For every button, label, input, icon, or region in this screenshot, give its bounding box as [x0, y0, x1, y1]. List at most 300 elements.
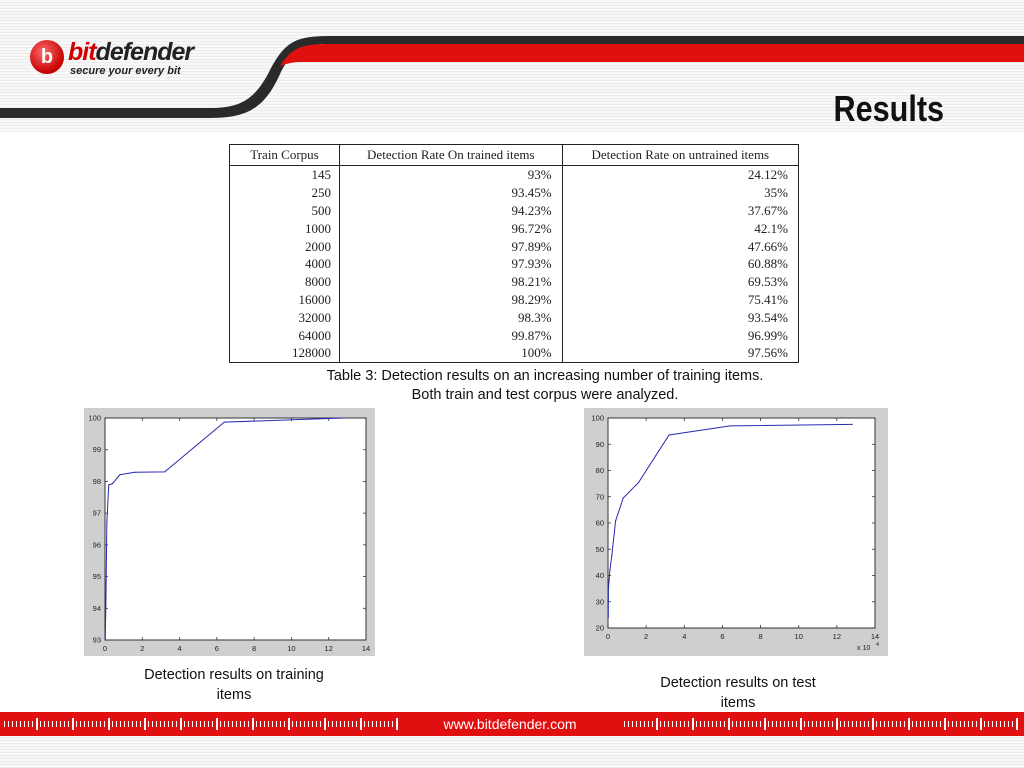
footer-tick [760, 721, 761, 727]
footer-tick [240, 721, 241, 727]
data-point [105, 625, 106, 626]
footer-tick [120, 721, 121, 727]
table-cell: 35% [562, 184, 798, 202]
footer-tick [292, 721, 293, 727]
label-line: items [720, 695, 756, 711]
footer-tick [716, 721, 717, 727]
footer-tick [244, 721, 245, 727]
footer-tick [272, 721, 273, 727]
footer-tick [820, 721, 821, 727]
footer-tick [952, 721, 953, 727]
x-tick-label: 4 [177, 644, 182, 653]
footer-tick [248, 721, 249, 727]
table-cell: 42.1% [562, 219, 798, 237]
y-tick-label: 40 [595, 571, 604, 580]
footer-tick [308, 721, 309, 727]
test-detection-chart [584, 408, 888, 656]
footer-tick [284, 721, 285, 727]
x-tick-label: 12 [832, 632, 842, 641]
footer-tick [56, 721, 57, 727]
footer-tick [232, 721, 233, 727]
footer-tick [852, 721, 853, 727]
footer-tick [992, 721, 993, 727]
footer-tick [1000, 721, 1001, 727]
table-cell: 99.87% [339, 326, 562, 344]
footer-tick [276, 721, 277, 727]
footer-tick [264, 721, 265, 727]
table-cell: 2000 [230, 237, 340, 255]
footer-tick [352, 721, 353, 727]
table-cell: 100% [339, 344, 562, 362]
footer-tick [920, 721, 921, 727]
footer-tick [112, 721, 113, 727]
footer-tick [32, 721, 33, 727]
footer-tick [856, 721, 857, 727]
footer-tick [984, 721, 985, 727]
data-point [615, 520, 616, 521]
footer-tick [288, 718, 290, 730]
footer-tick [804, 721, 805, 727]
footer-tick [880, 721, 881, 727]
label-line: items [216, 687, 252, 703]
footer-tick [8, 721, 9, 727]
footer-tick [320, 721, 321, 727]
table-cell: 75.41% [562, 291, 798, 309]
footer-tick [980, 718, 982, 730]
x-tick-label: 6 [720, 632, 725, 641]
table-row [230, 184, 799, 202]
data-point [224, 422, 225, 423]
x-tick-label: 14 [870, 632, 880, 641]
footer-tick [680, 721, 681, 727]
footer-tick [360, 718, 362, 730]
footer-tick [1012, 721, 1013, 727]
table-row [230, 237, 799, 255]
footer-tick [928, 721, 929, 727]
footer-tick [828, 721, 829, 727]
table-cell: 32000 [230, 308, 340, 326]
table-cell: 47.66% [562, 237, 798, 255]
footer-tick [764, 718, 766, 730]
footer-tick [44, 721, 45, 727]
y-tick-label: 30 [595, 597, 604, 607]
test-plot-label [608, 673, 868, 713]
footer-tick [648, 721, 649, 727]
table-cell: 8000 [230, 273, 340, 291]
label-line: Detection results on test [660, 675, 816, 691]
footer-tick [48, 721, 49, 727]
data-point [729, 425, 730, 426]
footer-tick [692, 718, 694, 730]
footer-tick [748, 721, 749, 727]
data-point [108, 484, 109, 485]
data-point [623, 497, 624, 498]
y-tick-label: 98 [92, 476, 101, 486]
footer-tick [848, 721, 849, 727]
table-cell: 69.53% [562, 273, 798, 291]
table-cell: 128000 [230, 344, 340, 362]
footer-tick [912, 721, 913, 727]
logo-wordmark: bitdefender [68, 38, 194, 66]
footer-tick [772, 721, 773, 727]
footer-tick [372, 721, 373, 727]
footer-tick [104, 721, 105, 727]
footer-tick [180, 718, 182, 730]
footer-tick [192, 721, 193, 727]
table-cell: 145 [230, 166, 340, 184]
footer-tick [900, 721, 901, 727]
table-cell: 1000 [230, 219, 340, 237]
page-title: Results [833, 88, 944, 129]
y-tick-label: 80 [595, 466, 604, 475]
x-tick-label: 10 [287, 644, 296, 653]
x-tick-label: 0 [102, 644, 108, 653]
table-cell: 60.88% [562, 255, 798, 273]
footer-tick [860, 721, 861, 727]
table-cell: 500 [230, 202, 340, 220]
y-tick-label: 97 [92, 508, 101, 518]
footer-tick [672, 721, 673, 727]
footer-tick [96, 721, 97, 727]
table-cell: 24.12% [562, 166, 798, 184]
footer-tick [196, 721, 197, 727]
footer-tick [332, 721, 333, 727]
footer-tick [768, 721, 769, 727]
footer-tick [808, 721, 809, 727]
table-cell: 93.45% [339, 184, 562, 202]
footer-tick [68, 721, 69, 727]
footer-tick [832, 721, 833, 727]
table-cell: 16000 [230, 291, 340, 309]
footer-tick [176, 721, 177, 727]
footer-tick [888, 721, 889, 727]
table-header-row [230, 145, 799, 166]
footer-tick [148, 721, 149, 727]
footer-tick [756, 721, 757, 727]
x-tick-label: 2 [140, 644, 145, 653]
footer-tick [256, 721, 257, 727]
plot-area [608, 418, 875, 628]
table-cell: 4000 [230, 255, 340, 273]
footer-tick [300, 721, 301, 727]
footer-tick [20, 721, 21, 727]
table-cell: 97.93% [339, 255, 562, 273]
footer-tick [280, 721, 281, 727]
table-row [230, 202, 799, 220]
footer-tick [88, 721, 89, 727]
y-tick-label: 60 [595, 518, 604, 528]
footer-tick [92, 721, 93, 727]
column-header: Detection Rate On trained items [339, 145, 562, 166]
table-cell: 37.67% [562, 202, 798, 220]
footer-tick [164, 721, 165, 727]
footer-tick [668, 721, 669, 727]
footer-tick [800, 718, 802, 730]
table-cell: 98.21% [339, 273, 562, 291]
data-point [105, 639, 106, 640]
footer-tick [12, 721, 13, 727]
table-cell: 64000 [230, 326, 340, 344]
footer-tick [296, 721, 297, 727]
x-tick-label: 0 [605, 632, 611, 641]
y-tick-label: 99 [92, 445, 101, 455]
bitdefender-logo [30, 38, 210, 82]
footer-tick [4, 721, 5, 727]
footer-tick [208, 721, 209, 727]
table-row [230, 255, 799, 273]
footer-tick [700, 721, 701, 727]
footer-tick [684, 721, 685, 727]
footer-tick [896, 721, 897, 727]
footer-tick [924, 721, 925, 727]
data-point [112, 483, 113, 484]
y-tick-label: 100 [88, 413, 101, 423]
footer-tick [944, 718, 946, 730]
footer-tick [964, 721, 965, 727]
footer-tick [184, 721, 185, 727]
footer-tick [228, 721, 229, 727]
data-point [134, 472, 135, 473]
column-header: Detection Rate on untrained items [562, 145, 798, 166]
footer-tick [336, 721, 337, 727]
footer-tick [40, 721, 41, 727]
footer-tick [908, 718, 910, 730]
data-point [106, 521, 107, 522]
footer-tick [60, 721, 61, 727]
footer-tick [844, 721, 845, 727]
footer-tick [1008, 721, 1009, 727]
x-tick-label: 4 [682, 632, 687, 641]
footer-tick [916, 721, 917, 727]
footer-tick [788, 721, 789, 727]
footer-tick [312, 721, 313, 727]
column-header: Train Corpus [230, 145, 340, 166]
footer-tick [728, 718, 730, 730]
footer-tick [224, 721, 225, 727]
footer-tick [204, 721, 205, 727]
footer-tick [316, 721, 317, 727]
table-cell: 93% [339, 166, 562, 184]
footer-tick [776, 721, 777, 727]
y-tick-label: 20 [595, 623, 604, 633]
footer-tick [268, 721, 269, 727]
table-cell: 93.54% [562, 308, 798, 326]
footer-tick [140, 721, 141, 727]
footer-tick [784, 721, 785, 727]
table-row [230, 308, 799, 326]
training-detection-chart [84, 408, 375, 656]
data-point [668, 434, 669, 435]
footer-tick [624, 721, 625, 727]
footer-tick [380, 721, 381, 727]
footer-tick [836, 718, 838, 730]
footer-tick [660, 721, 661, 727]
footer-tick [956, 721, 957, 727]
data-point [852, 424, 853, 425]
footer-tick [108, 718, 110, 730]
footer-tick [872, 718, 874, 730]
footer-tick [384, 721, 385, 727]
data-point [119, 474, 120, 475]
footer-tick [200, 721, 201, 727]
footer-tick [168, 721, 169, 727]
footer-tick [236, 721, 237, 727]
footer-tick [636, 721, 637, 727]
footer-tick [324, 718, 326, 730]
footer-tick [356, 721, 357, 727]
training-plot-panel [84, 408, 375, 656]
data-point [638, 482, 639, 483]
footer-tick [220, 721, 221, 727]
footer-tick [36, 718, 38, 730]
x-tick-label: 6 [214, 644, 219, 653]
y-tick-label: 70 [595, 492, 604, 502]
footer-tick [396, 718, 398, 730]
data-point [608, 617, 609, 618]
plot-area [105, 418, 366, 640]
footer-tick [376, 721, 377, 727]
footer-tick [344, 721, 345, 727]
table-cell: 250 [230, 184, 340, 202]
footer-tick [904, 721, 905, 727]
footer-tick [884, 721, 885, 727]
footer-tick [212, 721, 213, 727]
logo-tagline: secure your every bit [70, 65, 181, 77]
footer-tick [752, 721, 753, 727]
footer-tick [392, 721, 393, 727]
footer-tick [348, 721, 349, 727]
footer-tick [732, 721, 733, 727]
footer-tick [80, 721, 81, 727]
footer-tick [144, 718, 146, 730]
table-cell: 98.3% [339, 308, 562, 326]
footer-tick [364, 721, 365, 727]
footer-tick [868, 721, 869, 727]
y-tick-label: 93 [92, 635, 101, 645]
footer-tick [52, 721, 53, 727]
footer-tick [816, 721, 817, 727]
footer-tick [188, 721, 189, 727]
footer-tick [124, 721, 125, 727]
table-cell: 97.89% [339, 237, 562, 255]
footer-tick [936, 721, 937, 727]
footer-tick [940, 721, 941, 727]
table-cell: 96.72% [339, 219, 562, 237]
data-point [608, 581, 609, 582]
footer-tick [84, 721, 85, 727]
footer-tick [708, 721, 709, 727]
data-point [611, 555, 612, 556]
footer-tick [28, 721, 29, 727]
table-caption [260, 367, 830, 405]
footer-tick [824, 721, 825, 727]
footer-tick [632, 721, 633, 727]
footer-tick [792, 721, 793, 727]
y-tick-label: 90 [595, 439, 604, 449]
footer-tick [136, 721, 137, 727]
footer-tick [976, 721, 977, 727]
table-row [230, 344, 799, 362]
y-tick-label: 95 [92, 572, 101, 582]
caption-line: Both train and test corpus were analyzed. [411, 387, 679, 403]
data-point [105, 600, 106, 601]
y-tick-label: 50 [595, 544, 604, 554]
x-tick-label: 10 [794, 632, 803, 641]
footer-tick [172, 721, 173, 727]
footer-tick [216, 718, 218, 730]
results-table [229, 144, 799, 363]
table-cell: 96.99% [562, 326, 798, 344]
footer-tick [1004, 721, 1005, 727]
table-cell: 97.56% [562, 344, 798, 362]
data-point [609, 569, 610, 570]
footer-tick [840, 721, 841, 727]
footer-tick [328, 721, 329, 727]
footer-tick [116, 721, 117, 727]
footer-tick [812, 721, 813, 727]
label-line: Detection results on training [144, 667, 324, 683]
footer-tick [876, 721, 877, 727]
footer-tick [652, 721, 653, 727]
footer-tick [864, 721, 865, 727]
footer-tick [368, 721, 369, 727]
table-row [230, 273, 799, 291]
footer-tick [892, 721, 893, 727]
footer-background [0, 736, 1024, 768]
x-scale-label: x 10 [857, 645, 871, 652]
footer-tick [132, 721, 133, 727]
footer-tick [76, 721, 77, 727]
table-row [230, 291, 799, 309]
y-tick-label: 94 [92, 603, 101, 613]
footer-tick [988, 721, 989, 727]
footer-tick [1016, 718, 1018, 730]
table-row [230, 166, 799, 184]
y-tick-label: 100 [591, 413, 604, 423]
footer-tick [724, 721, 725, 727]
footer-tick [676, 721, 677, 727]
x-scale-exponent: 4 [876, 642, 880, 648]
footer-tick [16, 721, 17, 727]
footer-ticks-left [0, 718, 410, 730]
footer-tick [704, 721, 705, 727]
data-point [164, 471, 165, 472]
footer-tick [304, 721, 305, 727]
footer-tick [252, 718, 254, 730]
footer-tick [720, 721, 721, 727]
footer-tick [664, 721, 665, 727]
footer-tick [780, 721, 781, 727]
data-point [343, 417, 344, 418]
footer-tick [744, 721, 745, 727]
footer-tick [640, 721, 641, 727]
footer-tick [996, 721, 997, 727]
x-tick-label: 12 [324, 644, 333, 653]
table-row [230, 326, 799, 344]
footer-tick [948, 721, 949, 727]
footer-tick [152, 721, 153, 727]
logo-mark-icon: b [30, 40, 64, 74]
test-plot-panel [584, 408, 888, 656]
x-tick-label: 8 [252, 644, 257, 653]
footer-tick [644, 721, 645, 727]
footer-tick [100, 721, 101, 727]
table-cell: 98.29% [339, 291, 562, 309]
footer-url-link[interactable]: www.bitdefender.com [443, 716, 577, 732]
training-plot-label [104, 665, 364, 705]
caption-line: Table 3: Detection results on an increasing number of training items. [326, 368, 764, 384]
footer-tick [388, 721, 389, 727]
